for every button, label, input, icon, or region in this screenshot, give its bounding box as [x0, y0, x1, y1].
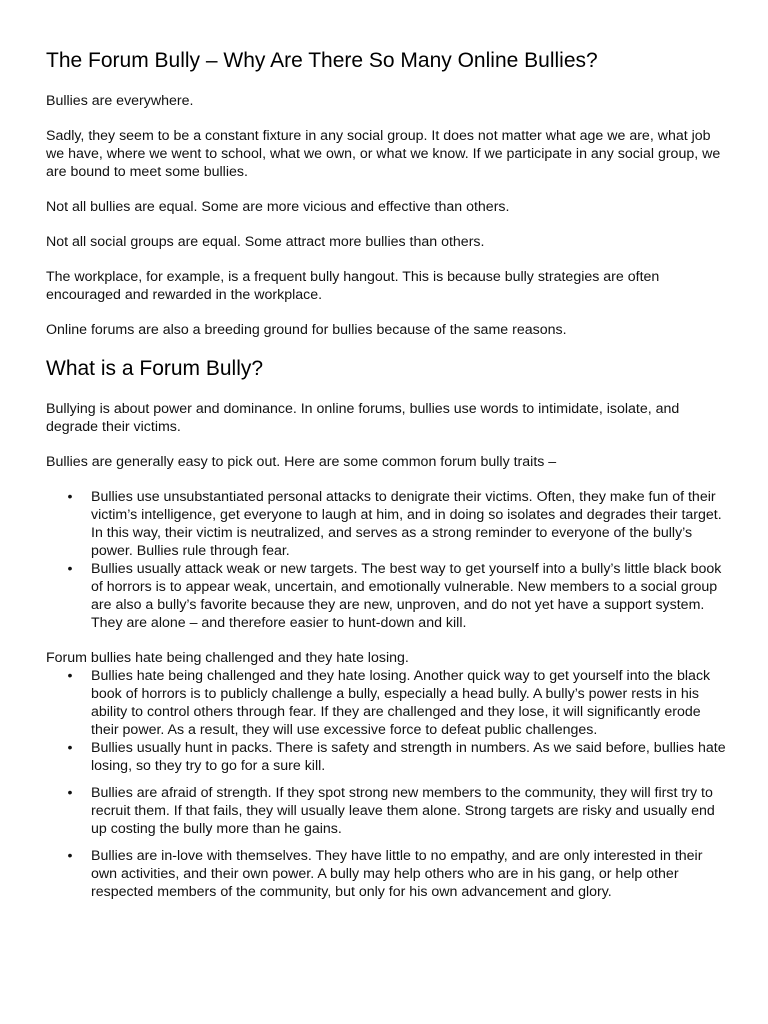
bullet-icon: • [67, 561, 73, 577]
list-item-text: Bullies usually hunt in packs. There is safety and strength in numbers. As we said before, bullies hate losing, so they try to go for a sure kill. [91, 740, 726, 774]
list-item [46, 847, 726, 901]
list-item [46, 667, 726, 739]
traits-list [46, 488, 726, 632]
bullet-icon: • [67, 668, 73, 684]
intro-paragraph: Bullies are everywhere. [46, 93, 194, 109]
losing-list [46, 667, 726, 901]
bullet-icon: • [67, 848, 73, 864]
list-item-text: Bullies are in-love with themselves. They have little to no empathy, and are only interested in their own activities, and their own power. A bully may help others who are in his gang, or help other respected members of the community, but only for his own advancement and glory. [91, 848, 703, 900]
list-item [46, 560, 726, 632]
section-paragraph: Bullying is about power and dominance. In online forums, bullies use words to intimidate, isolate, and degrade their victims. [46, 401, 680, 435]
page-title: The Forum Bully – Why Are There So Many Online Bullies? [46, 49, 598, 72]
section-heading: What is a Forum Bully? [46, 357, 264, 380]
list-item-text: Bullies use unsubstantiated personal attacks to denigrate their victims. Often, they make fun of their victim’s intelligence, get everyone to laugh at him, and in doing so isolates and degrades their target. In this way, their victim is neutralized, and serves as a strong reminder to everyone of the bully’s power. Bullies rule through fear. [91, 489, 722, 559]
list-item-text: Bullies are afraid of strength. If they spot strong new members to the community, they will first try to recruit them. If that fails, they will usually leave them alone. Strong targets are risky and usually end up costing the bully more than he gains. [91, 785, 715, 837]
list-item-text: Bullies hate being challenged and they hate losing. Another quick way to get yourself into the black book of horrors is to publicly challenge a bully, especially a head bully. A bully’s power rests in his ability to control others through fear. If they are challenged and they lose, it will significantly erode their power. As a result, they will use excessive force to defeat public challenges. [91, 668, 711, 738]
intro-paragraph: Sadly, they seem to be a constant fixture in any social group. It does not matter what age we are, what job we have, where we went to school, what we own, or what we know. If we participate in any social group, we are bound to meet some bullies. [46, 128, 721, 180]
bullet-icon: • [67, 489, 73, 505]
bullet-icon: • [67, 740, 73, 756]
list-item [46, 739, 726, 775]
list-item [46, 784, 726, 838]
intro-paragraph: Not all bullies are equal. Some are more vicious and effective than others. [46, 199, 510, 215]
section-paragraph: Bullies are generally easy to pick out. Here are some common forum bully traits – [46, 454, 557, 470]
list-item-text: Bullies usually attack weak or new targets. The best way to get yourself into a bully’s little black book of horrors is to appear weak, uncertain, and emotionally vulnerable. New members to a social group are also a bully’s favorite because they are new, unproven, and do not yet have a support system. They are alone – and therefore easier to hunt-down and kill. [91, 561, 722, 631]
intro-paragraph: The workplace, for example, is a frequent bully hangout. This is because bully strategies are often encouraged and rewarded in the workplace. [46, 269, 660, 303]
bullet-icon: • [67, 785, 73, 801]
document-page [46, 48, 726, 901]
list-item [46, 488, 726, 560]
intro-paragraph: Not all social groups are equal. Some attract more bullies than others. [46, 234, 485, 250]
intro-paragraph: Online forums are also a breeding ground for bullies because of the same reasons. [46, 322, 567, 338]
losing-intro: Forum bullies hate being challenged and they hate losing. [46, 650, 409, 666]
